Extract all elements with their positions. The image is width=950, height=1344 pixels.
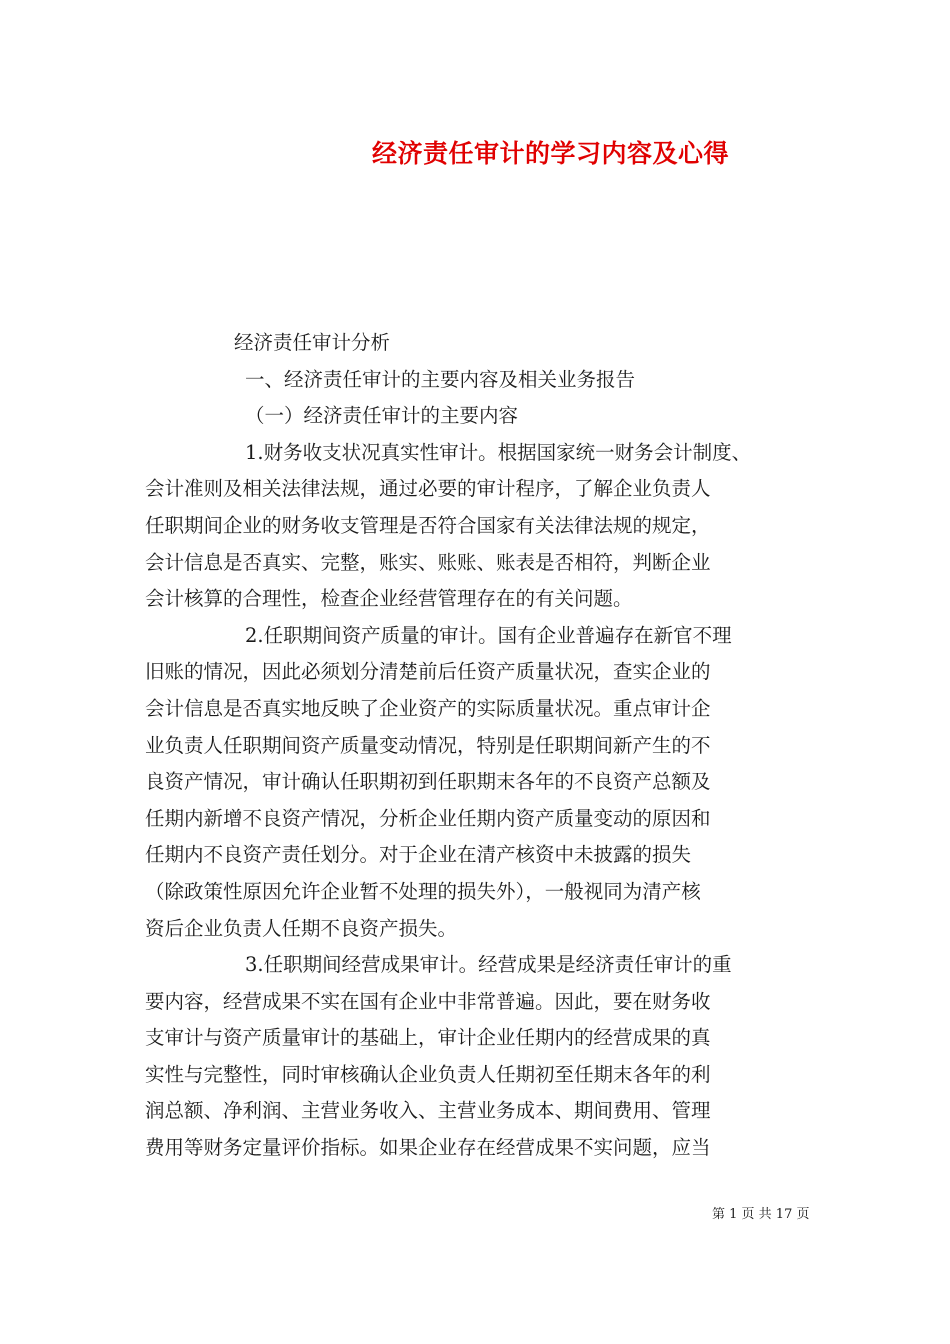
text-line: 会计信息是否真实、完整，账实、账账、账表是否相符，判断企业 bbox=[145, 550, 711, 574]
document-title: 经济责任审计的学习内容及心得 bbox=[372, 139, 730, 168]
text-line: 任期内新增不良资产情况，分析企业任期内资产质量变动的原因和 bbox=[145, 806, 711, 830]
text-line: 资后企业负责人任期不良资产损失。 bbox=[145, 916, 458, 940]
text-line: 要内容，经营成果不实在国有企业中非常普遍。因此，要在财务收 bbox=[145, 989, 711, 1013]
text-line: 会计信息是否真实地反映了企业资产的实际质量状况。重点审计企 bbox=[145, 696, 711, 720]
text-line: 经济责任审计分析 bbox=[234, 331, 391, 354]
text-line: 一、经济责任审计的主要内容及相关业务报告 bbox=[245, 367, 636, 391]
text-line: 费用等财务定量评价指标。如果企业存在经营成果不实问题，应当 bbox=[145, 1136, 711, 1160]
text-line: 会计核算的合理性，检查企业经营管理存在的有关问题。 bbox=[145, 587, 633, 611]
text-line: （一）经济责任审计的主要内容 bbox=[245, 404, 519, 428]
text-line: 良资产情况，审计确认任职期初到任职期末各年的不良资产总额及 bbox=[145, 770, 711, 794]
text-line: （除政策性原因允许企业暂不处理的损失外），一般视同为清产核 bbox=[145, 879, 701, 903]
text-line: 任期内不良资产责任划分。对于企业在清产核资中未披露的损失 bbox=[145, 843, 692, 867]
text-line: 3.任职期间经营成果审计。经营成果是经济责任审计的重 bbox=[245, 953, 732, 977]
page-number: 第 1 页 共 17 页 bbox=[712, 1207, 810, 1222]
text-line: 会计准则及相关法律法规，通过必要的审计程序，了解企业负责人 bbox=[145, 477, 711, 501]
text-line: 任职期间企业的财务收支管理是否符合国家有关法律法规的规定， bbox=[145, 513, 711, 537]
text-line: 业负责人任职期间资产质量变动情况，特别是任职期间新产生的不 bbox=[145, 733, 711, 757]
text-line: 1.财务收支状况真实性审计。根据国家统一财务会计制度、 bbox=[245, 440, 752, 464]
document-body bbox=[145, 325, 815, 1167]
text-line: 旧账的情况，因此必须划分清楚前后任资产质量状况，查实企业的 bbox=[145, 660, 711, 684]
text-line: 2.任职期间资产质量的审计。国有企业普遍存在新官不理 bbox=[245, 623, 732, 647]
text-line: 润总额、净利润、主营业务收入、主营业务成本、期间费用、管理 bbox=[145, 1099, 711, 1123]
text-line: 实性与完整性，同时审核确认企业负责人任期初至任期末各年的利 bbox=[145, 1062, 711, 1086]
text-line: 支审计与资产质量审计的基础上，审计企业任期内的经营成果的真 bbox=[145, 1026, 711, 1050]
